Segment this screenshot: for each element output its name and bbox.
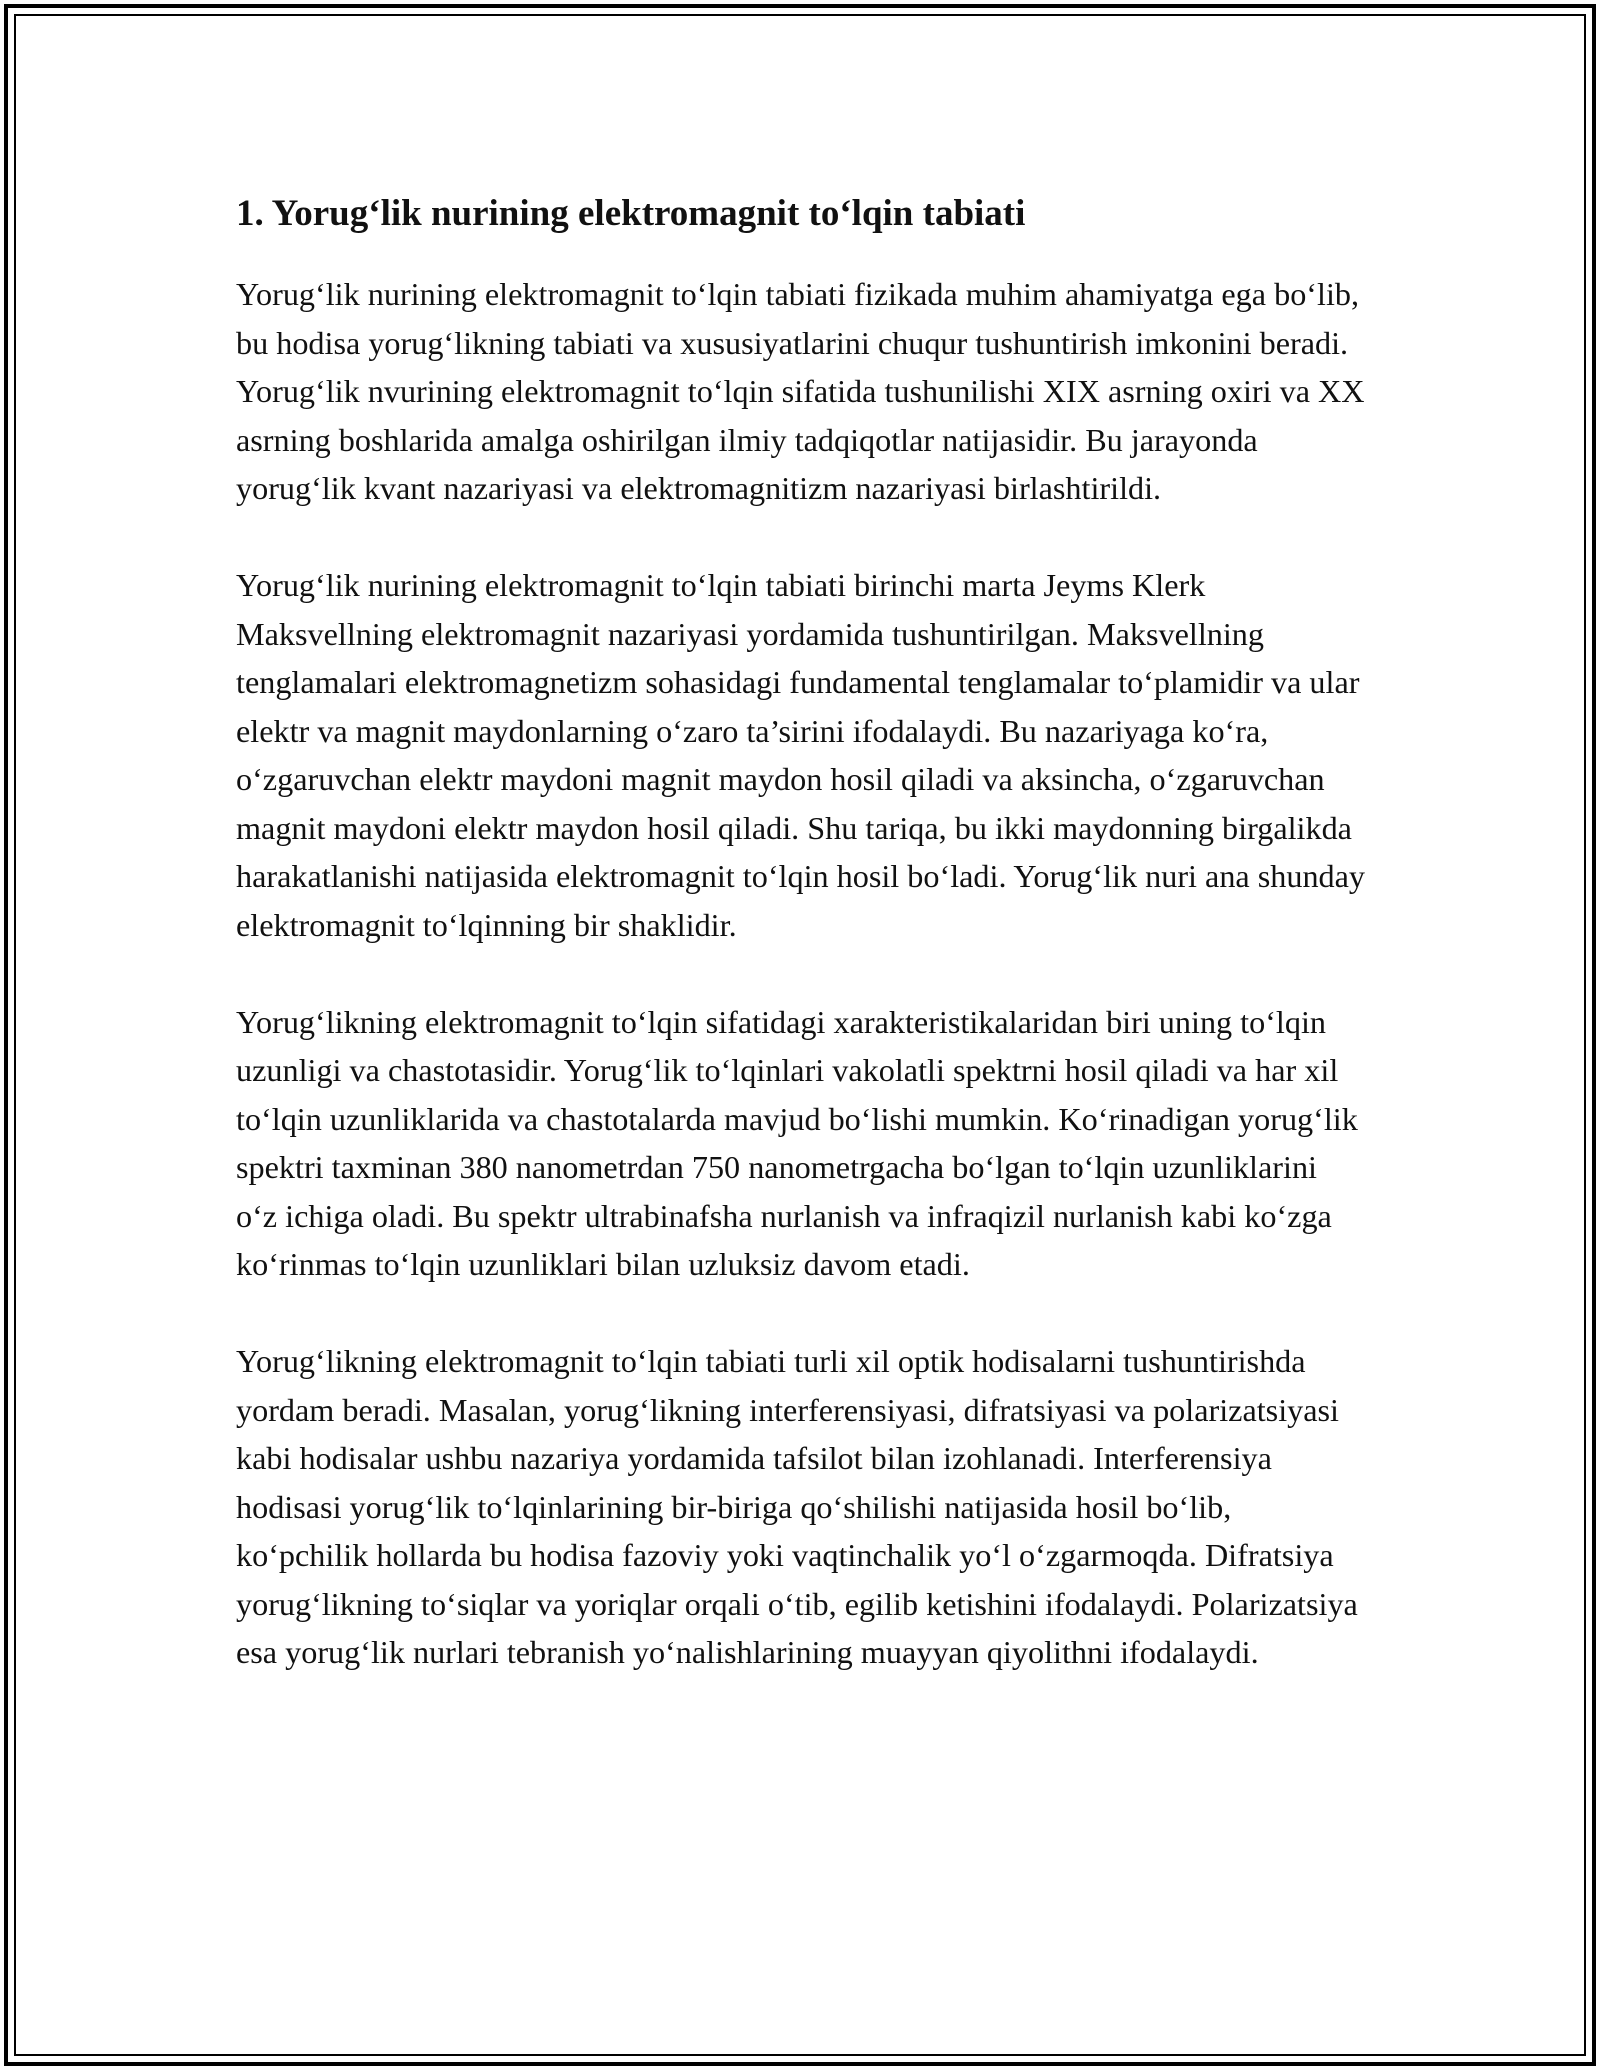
paragraph-3: Yorug‘likning elektromagnit to‘lqin sifatidagi xarakteristikalaridan biri uning to‘lqin uzunligi va chastotasidir. Yorug‘lik to‘lqinlari vakolatli spektrni hosil qiladi va har xil to‘lqin uzunliklarida va chastotalarda mavjud bo‘lishi mumkin. Ko‘rinadigan yorug‘lik spektri taxminan 380 nanometrdan 750 nanometrgacha bo‘lgan to‘lqin uzunliklarini o‘z ichiga oladi. Bu spektr ultrabinafsha nurlanish va infraqizil nurlanish kabi ko‘zga ko‘rinmas to‘lqin uzunliklari bilan uzluksiz davom etadi.: [236, 1003, 1358, 1282]
section-heading: 1. Yorug‘lik nurining elektromagnit to‘lqin tabiati: [236, 193, 1026, 234]
paragraph-4: Yorug‘likning elektromagnit to‘lqin tabiati turli xil optik hodisalarni tushuntirishda yordam beradi. Masalan, yorug‘likning interferensiyasi, difratsiyasi va polarizatsiyasi kabi hodisalar ushbu nazariya yordamida tafsilot bilan izohlanadi. Interferensiya hodisasi yorug‘lik to‘lqinlarining bir-biriga qo‘shilishi natijasida hosil bo‘lib, ko‘pchilik hollarda bu hodisa fazoviy yoki vaqtinchalik yo‘l o‘zgarmoqda. Difratsiya yorug‘likning to‘siqlar va yoriqlar orqali o‘tib, egilib ketishini ifodalaydi. Polarizatsiya esa yorug‘lik nurlari tebranish yo‘nalishlarining muayyan qiyolithni ifodalaydi.: [236, 1343, 1358, 1670]
paragraph-1: Yorug‘lik nurining elektromagnit to‘lqin tabiati fizikada muhim ahamiyatga ega bo‘lib, bu hodisa yorug‘likning tabiati va xususiyatlarini chuqur tushuntirish imkonini beradi. Yorug‘lik nvurining elektromagnit to‘lqin sifatida tushunilishi XIX asrning oxiri va XX asrning boshlarida amalga oshirilgan ilmiy tadqiqotlar natijasidir. Bu jarayonda yorug‘lik kvant nazariyasi va elektromagnitizm nazariyasi birlashtirildi.: [236, 276, 1365, 506]
document-body: [236, 186, 1366, 1725]
paragraph-2: Yorug‘lik nurining elektromagnit to‘lqin tabiati birinchi marta Jeyms Klerk Maksvellning elektromagnit nazariyasi yordamida tushuntirilgan. Maksvellning tenglamalari elektromagnetizm sohasidagi fundamental tenglamalar to‘plamidir va ular elektr va magnit maydonlarning o‘zaro ta’sirini ifodalaydi. Bu nazariyaga ko‘ra, o‘zgaruvchan elektr maydoni magnit maydon hosil qiladi va aksincha, o‘zgaruvchan magnit maydoni elektr maydon hosil qiladi. Shu tariqa, bu ikki maydonning birgalikda harakatlanishi natijasida elektromagnit to‘lqin hosil bo‘ladi. Yorug‘lik nuri ana shunday elektromagnit to‘lqinning bir shaklidir.: [236, 567, 1366, 943]
